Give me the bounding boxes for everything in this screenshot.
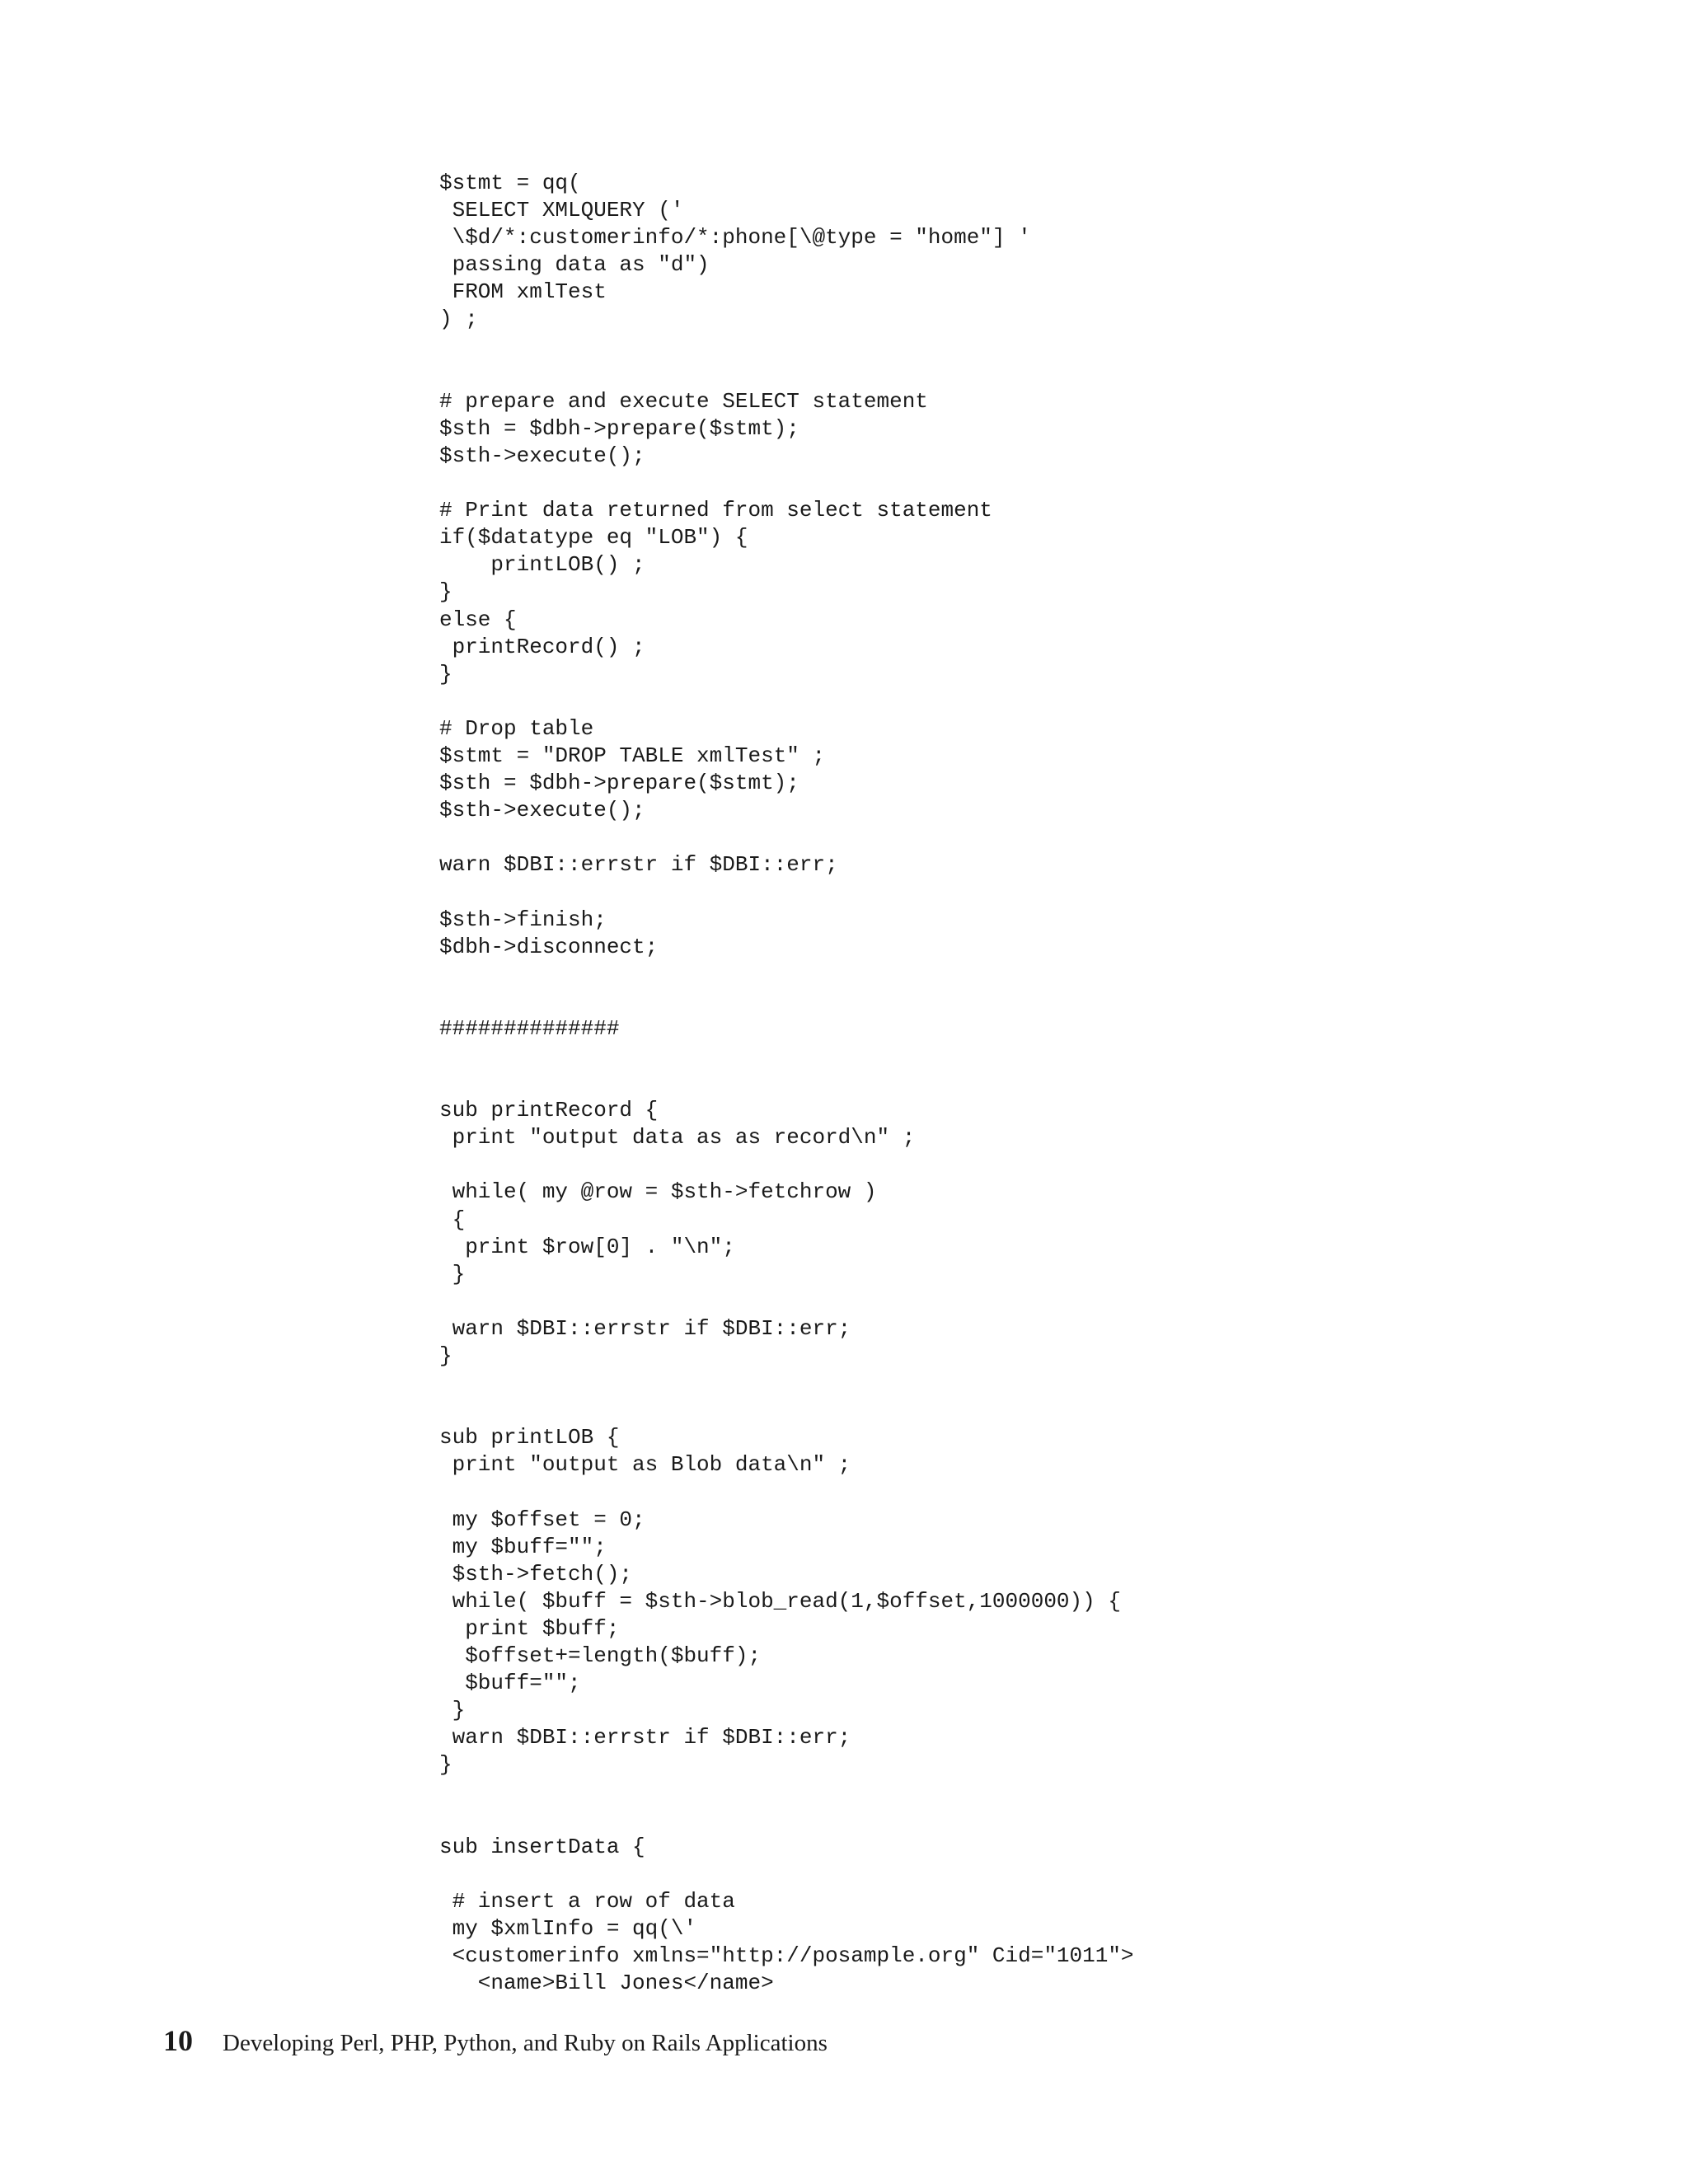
- code-line: print $buff;: [439, 1615, 620, 1641]
- code-line: }: [439, 1698, 466, 1723]
- code-line: print $row[0] . "\n";: [439, 1234, 735, 1259]
- code-line: $sth->fetch();: [439, 1561, 633, 1586]
- code-line: }: [439, 1261, 466, 1286]
- code-line: [439, 961, 1134, 988]
- code-line: ) ;: [439, 307, 478, 332]
- code-line: sub insertData {: [439, 1834, 645, 1859]
- code-line: # insert a row of data: [439, 1888, 735, 1914]
- code-line: $sth->execute();: [439, 443, 645, 468]
- code-line: FROM xmlTest: [439, 279, 607, 305]
- code-line: my $offset = 0;: [439, 1507, 645, 1532]
- code-line: }: [439, 1343, 452, 1369]
- code-line: printLOB() ;: [439, 552, 645, 578]
- code-line: [439, 988, 1134, 1015]
- code-line: }: [439, 661, 452, 687]
- code-listing: [439, 170, 1134, 1997]
- code-line: $sth->finish;: [439, 907, 607, 932]
- page-number: 10: [163, 2024, 193, 2057]
- code-line: [439, 1070, 1134, 1097]
- code-line: [439, 688, 1134, 715]
- code-line: [439, 824, 1134, 851]
- code-line: $sth = $dbh->prepare($stmt);: [439, 771, 799, 796]
- code-line: [439, 1807, 1134, 1834]
- code-line: if($datatype eq "LOB") {: [439, 525, 748, 551]
- code-line: [439, 334, 1134, 361]
- code-line: $sth->execute();: [439, 798, 645, 823]
- code-line: printRecord() ;: [439, 634, 645, 659]
- code-line: $stmt = qq(: [439, 171, 581, 195]
- code-line: [439, 1370, 1134, 1397]
- code-line: print "output data as as record\n" ;: [439, 1125, 916, 1151]
- code-line: <name>Bill Jones</name>: [439, 1971, 774, 1996]
- code-line: [439, 1151, 1134, 1179]
- code-line: passing data as "d"): [439, 252, 710, 278]
- code-line: $buff="";: [439, 1671, 581, 1696]
- code-line: [439, 1779, 1134, 1807]
- code-line: [439, 1397, 1134, 1424]
- code-line: $dbh->disconnect;: [439, 934, 659, 959]
- code-line: # prepare and execute SELECT statement: [439, 388, 928, 414]
- code-line: $sth = $dbh->prepare($stmt);: [439, 415, 799, 441]
- code-line: else {: [439, 607, 517, 632]
- code-line: # Drop table: [439, 715, 594, 741]
- code-line: [439, 361, 1134, 388]
- code-line: sub printLOB {: [439, 1425, 620, 1451]
- code-line: my $xmlInfo = qq(\': [439, 1916, 697, 1941]
- code-line: }: [439, 1752, 452, 1778]
- code-line: [439, 1288, 1134, 1315]
- code-line: warn $DBI::errstr if $DBI::err;: [439, 1315, 851, 1341]
- code-line: sub printRecord {: [439, 1098, 659, 1123]
- code-line: while( $buff = $sth->blob_read(1,$offset,1000000)) {: [439, 1588, 1121, 1614]
- code-line: warn $DBI::errstr if $DBI::err;: [439, 1725, 851, 1750]
- code-line: [439, 1861, 1134, 1888]
- code-line: while( my @row = $sth->fetchrow ): [439, 1179, 877, 1205]
- book-title: Developing Perl, PHP, Python, and Ruby on Rails Applications: [223, 2030, 828, 2056]
- code-line: $offset+=length($buff);: [439, 1643, 762, 1669]
- code-line: print "output as Blob data\n" ;: [439, 1452, 851, 1478]
- code-line: ##############: [439, 1015, 620, 1041]
- code-line: my $buff="";: [439, 1534, 607, 1559]
- code-line: SELECT XMLQUERY (': [439, 198, 684, 223]
- page-footer: [163, 2023, 828, 2058]
- code-line: $stmt = "DROP TABLE xmlTest" ;: [439, 743, 826, 768]
- code-line: warn $DBI::errstr if $DBI::err;: [439, 852, 838, 878]
- code-line: [439, 470, 1134, 497]
- code-line: {: [439, 1207, 466, 1232]
- code-line: [439, 1043, 1134, 1070]
- code-line: [439, 879, 1134, 906]
- code-line: <customerinfo xmlns="http://posample.org" Cid="1011">: [439, 1943, 1134, 1969]
- code-line: \$d/*:customerinfo/*:phone[\@type = "home"] ': [439, 225, 1031, 251]
- code-line: # Print data returned from select statement: [439, 498, 992, 523]
- code-line: [439, 1479, 1134, 1507]
- code-line: }: [439, 579, 452, 605]
